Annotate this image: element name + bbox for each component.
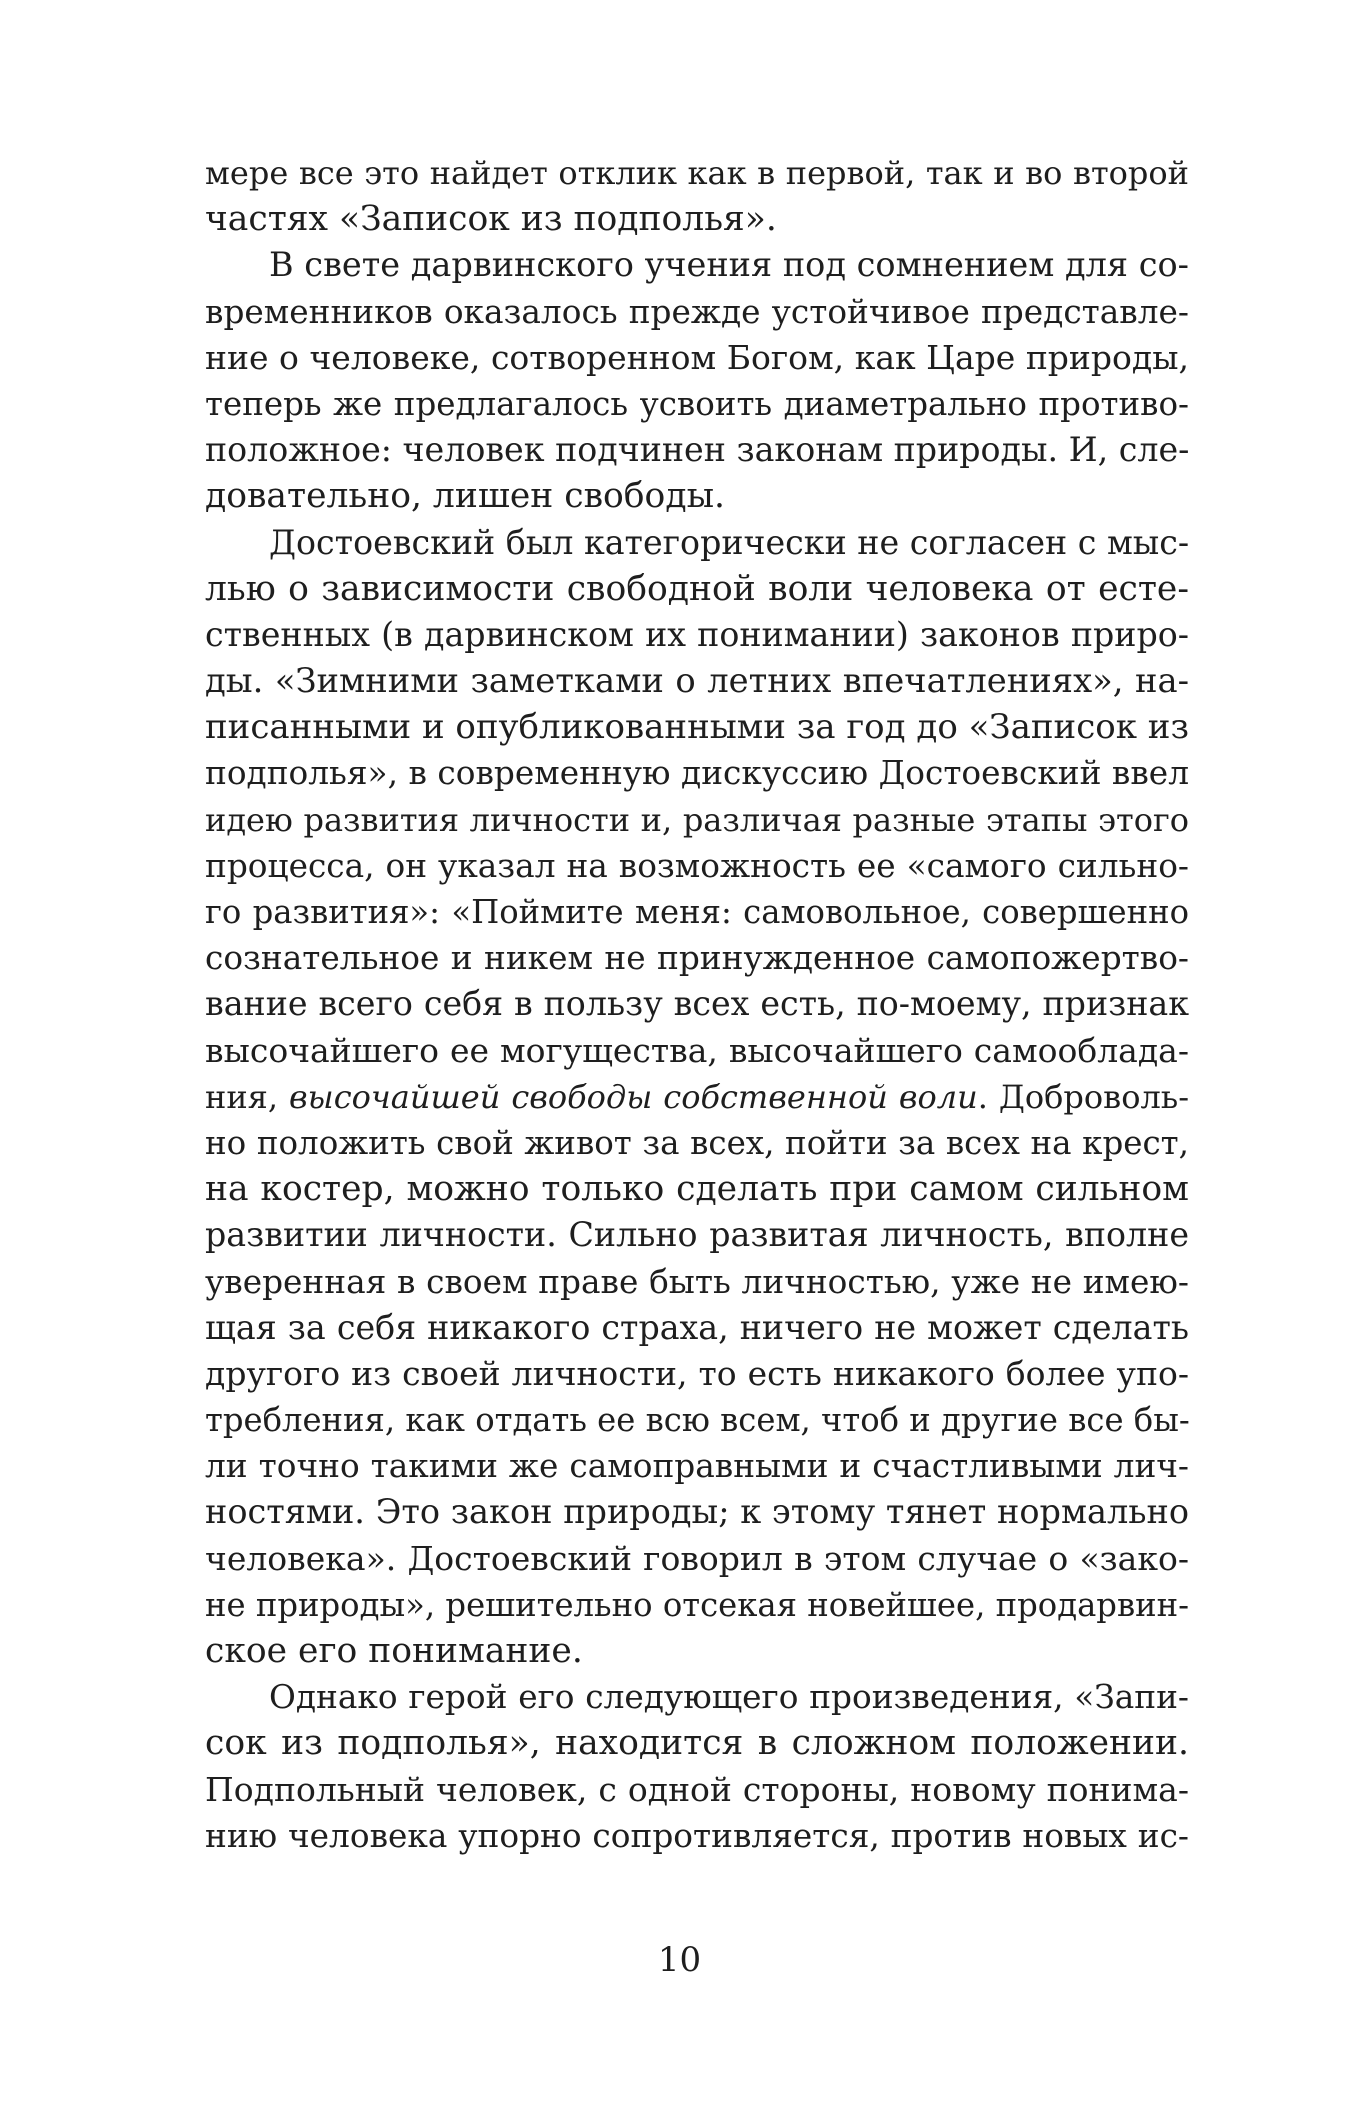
text-line <box>205 150 1189 196</box>
text-line <box>205 335 1189 381</box>
text-line <box>205 1074 1189 1120</box>
text-line <box>205 1259 1189 1305</box>
text-segment: другого из своей личности, то есть никакого более упо- <box>205 1353 1189 1393</box>
text-line <box>205 1536 1189 1582</box>
text-line <box>205 612 1189 658</box>
text-segment: . Доброволь- <box>977 1077 1190 1116</box>
text-line <box>205 1767 1189 1813</box>
text-line <box>205 1351 1189 1397</box>
text-segment: ственных (в дарвинском их понимании) законов приро- <box>205 614 1189 654</box>
text-segment: уверенная в своем праве быть личностью, уже не имею- <box>205 1262 1189 1301</box>
text-segment: теперь же предлагалось усвоить диаметрально противо- <box>205 384 1189 423</box>
text-line <box>205 1166 1189 1212</box>
text-line <box>205 1582 1189 1628</box>
text-segment: ния, <box>205 1077 290 1116</box>
text-line <box>205 1120 1189 1166</box>
italic-text-segment: высочайшей свободы собственной воли <box>289 1077 978 1116</box>
text-segment: частях «Записок из подполья». <box>205 199 777 240</box>
text-segment: требления, как отдать ее всю всем, чтоб и другие все бы- <box>205 1401 1190 1440</box>
text-line <box>205 704 1189 750</box>
text-segment: мере все это найдет отклик как в первой, так и во второй <box>205 154 1189 192</box>
text-segment: ское его понимание. <box>205 1631 583 1671</box>
text-segment: нию человека упорно сопротивляется, против новых ис- <box>205 1816 1189 1855</box>
text-segment: положное: человек подчинен законам природы. И, сле- <box>205 430 1190 470</box>
text-line <box>205 381 1189 427</box>
text-segment: человека». Достоевский говорил в этом случае о «зако- <box>205 1538 1189 1578</box>
text-line <box>205 843 1189 889</box>
text-segment: идею развития личности и, различая разные этапы этого <box>205 800 1189 839</box>
text-line <box>205 1674 1189 1720</box>
text-segment: сок из подполья», находится в сложном положении. <box>205 1723 1189 1764</box>
text-line <box>205 1212 1189 1258</box>
text-segment: щая за себя никакого страха, ничего не может сделать <box>205 1307 1189 1347</box>
text-segment: ли точно такими же самоправными и счастливыми лич- <box>205 1447 1189 1486</box>
text-segment: Однако герой его следующего произведения, «Запи- <box>269 1678 1189 1717</box>
text-segment: Достоевский был категорически не согласен с мыс- <box>269 522 1190 562</box>
text-segment: развитии личности. Сильно развитая личность, вполне <box>205 1215 1189 1255</box>
text-segment: на костер, можно только сделать при самом сильном <box>205 1169 1189 1210</box>
text-line <box>205 289 1189 335</box>
text-segment: сознательное и никем не принужденное самопожертво- <box>205 939 1189 978</box>
text-line <box>205 658 1189 704</box>
text-segment: лью о зависимости свободной воли человека от есте- <box>205 568 1189 609</box>
text-line <box>205 889 1189 935</box>
text-segment: подполья», в современную дискуссию Достоевский ввел <box>205 754 1189 793</box>
text-line <box>205 935 1189 981</box>
text-line <box>205 473 1189 519</box>
text-segment: процесса, он указал на возможность ее «самого сильно- <box>205 846 1189 885</box>
text-line <box>205 1397 1189 1443</box>
text-line <box>205 520 1189 566</box>
text-line <box>205 1305 1189 1351</box>
page-body-text <box>205 150 1189 1859</box>
text-segment: ды. «Зимними заметками о летних впечатлениях», на- <box>205 661 1189 701</box>
text-segment: В свете дарвинского учения под сомнением для со- <box>269 245 1189 285</box>
text-line <box>205 1720 1189 1766</box>
page-number: 10 <box>657 1940 702 1980</box>
text-segment: ние о человеке, сотворенном Богом, как Царе природы, <box>205 337 1189 377</box>
text-line <box>205 750 1189 796</box>
text-line <box>205 566 1189 612</box>
text-line <box>205 1489 1189 1535</box>
text-segment: го развития»: «Поймите меня: самовольное, совершенно <box>205 893 1189 931</box>
text-line <box>205 427 1189 473</box>
text-segment: писанными и опубликованными за год до «Записок из <box>205 707 1189 748</box>
text-segment: высочайшего ее могущества, высочайшего самооблада- <box>205 1030 1189 1070</box>
text-line <box>205 981 1189 1027</box>
text-segment: Подпольный человек, с одной стороны, новому понима- <box>205 1769 1189 1809</box>
text-line <box>205 1813 1189 1859</box>
text-line <box>205 797 1189 843</box>
text-segment: временников оказалось прежде устойчивое представле- <box>205 292 1189 331</box>
text-segment: довательно, лишен свободы. <box>205 476 725 517</box>
text-line <box>205 1443 1189 1489</box>
text-segment: но положить свой живот за всех, пойти за всех на крест, <box>205 1123 1189 1162</box>
text-segment: не природы», решительно отсекая новейшее, продарвин- <box>205 1585 1189 1624</box>
text-line <box>205 1028 1189 1074</box>
text-line <box>205 1628 1189 1674</box>
text-segment: ностями. Это закон природы; к этому тянет нормально <box>205 1492 1189 1532</box>
text-line <box>205 196 1189 242</box>
text-segment: вание всего себя в пользу всех есть, по-моему, признак <box>205 984 1189 1024</box>
text-line <box>205 242 1189 288</box>
